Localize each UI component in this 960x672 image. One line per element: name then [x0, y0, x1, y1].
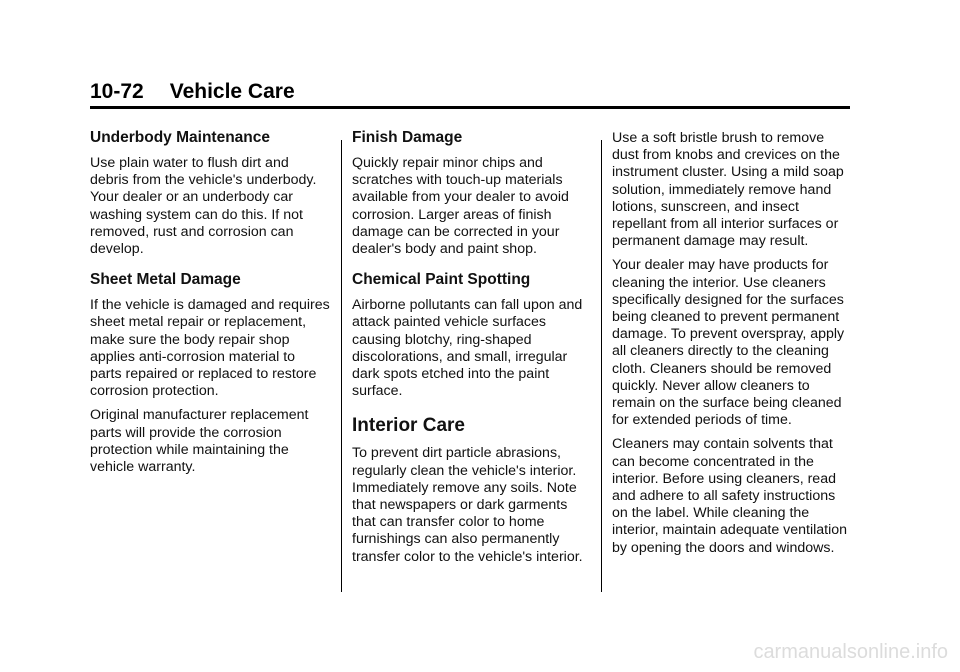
paragraph-col3-1: Use a soft bristle brush to remove dust from knobs and crevices on the instrument cluster. Using a mild soap solution, immediately remove hand lotions, sunscreen, and insect repellant from all interior surfaces or permanent damage may result.: [612, 130, 844, 250]
paragraph-sheet-1: If the vehicle is damaged and requires sheet metal repair or replacement, make sure the body repair shop applies anti-corrosion material to parts repaired or replaced to restore corrosion protection.: [90, 297, 330, 400]
watermark: carmanualsonline.info: [753, 641, 948, 663]
header-rule: [90, 106, 850, 109]
column-2: [352, 128, 592, 573]
paragraph-sheet-2: Original manufacturer replacement parts will provide the corrosion protection while maintaining the vehicle warranty.: [90, 407, 309, 476]
column-1: [90, 128, 330, 483]
column-divider-1: [341, 140, 342, 592]
column-divider-2: [601, 140, 602, 592]
heading-finish-damage: Finish Damage: [352, 129, 463, 146]
paragraph-interior: To prevent dirt particle abrasions, regularly clean the vehicle's interior. Immediately remove any soils. Note that newspapers or dark garments that can transfer color to home furnishings can also permanently transfer color to the vehicle's interior.: [352, 445, 583, 565]
section-title: Vehicle Care: [169, 80, 295, 103]
paragraph-col3-2: Your dealer may have products for cleaning the interior. Use cleaners specifically designed for the surfaces being cleaned to prevent permanent damage. To prevent overspray, apply all cleaners directly to the cleaning cloth. Cleaners should be removed quickly. Never allow cleaners to remain on the surface being cleaned for extended periods of time.: [612, 257, 845, 429]
paragraph-col3-3: Cleaners may contain solvents that can become concentrated in the interior. Before using cleaners, read and adhere to all safety instructions on the label. While cleaning the interior, maintain adequate ventilation by opening the doors and windows.: [612, 436, 848, 556]
heading-sheet-metal-damage: Sheet Metal Damage: [90, 271, 241, 289]
page-header: [90, 80, 295, 104]
page-number: 10-72: [90, 80, 144, 103]
heading-underbody-maintenance: Underbody Maintenance: [90, 129, 270, 146]
column-3: [612, 130, 852, 564]
heading-chemical-paint-spotting: Chemical Paint Spotting: [352, 271, 531, 289]
paragraph-underbody: Use plain water to flush dirt and debris from the vehicle's underbody. Your dealer or an underbody car washing system can do this. If not removed, rust and corrosion can develop.: [90, 155, 317, 258]
paragraph-chemical: Airborne pollutants can fall upon and attack painted vehicle surfaces causing blotchy, ring-shaped discolorations, and small, irregular dark spots etched into the paint surface.: [352, 297, 583, 400]
paragraph-finish: Quickly repair minor chips and scratches with touch-up materials available from your dealer to avoid corrosion. Larger areas of finish damage can be corrected in your dealer's body and paint shop.: [352, 155, 569, 258]
heading-interior-care: Interior Care: [352, 415, 465, 437]
